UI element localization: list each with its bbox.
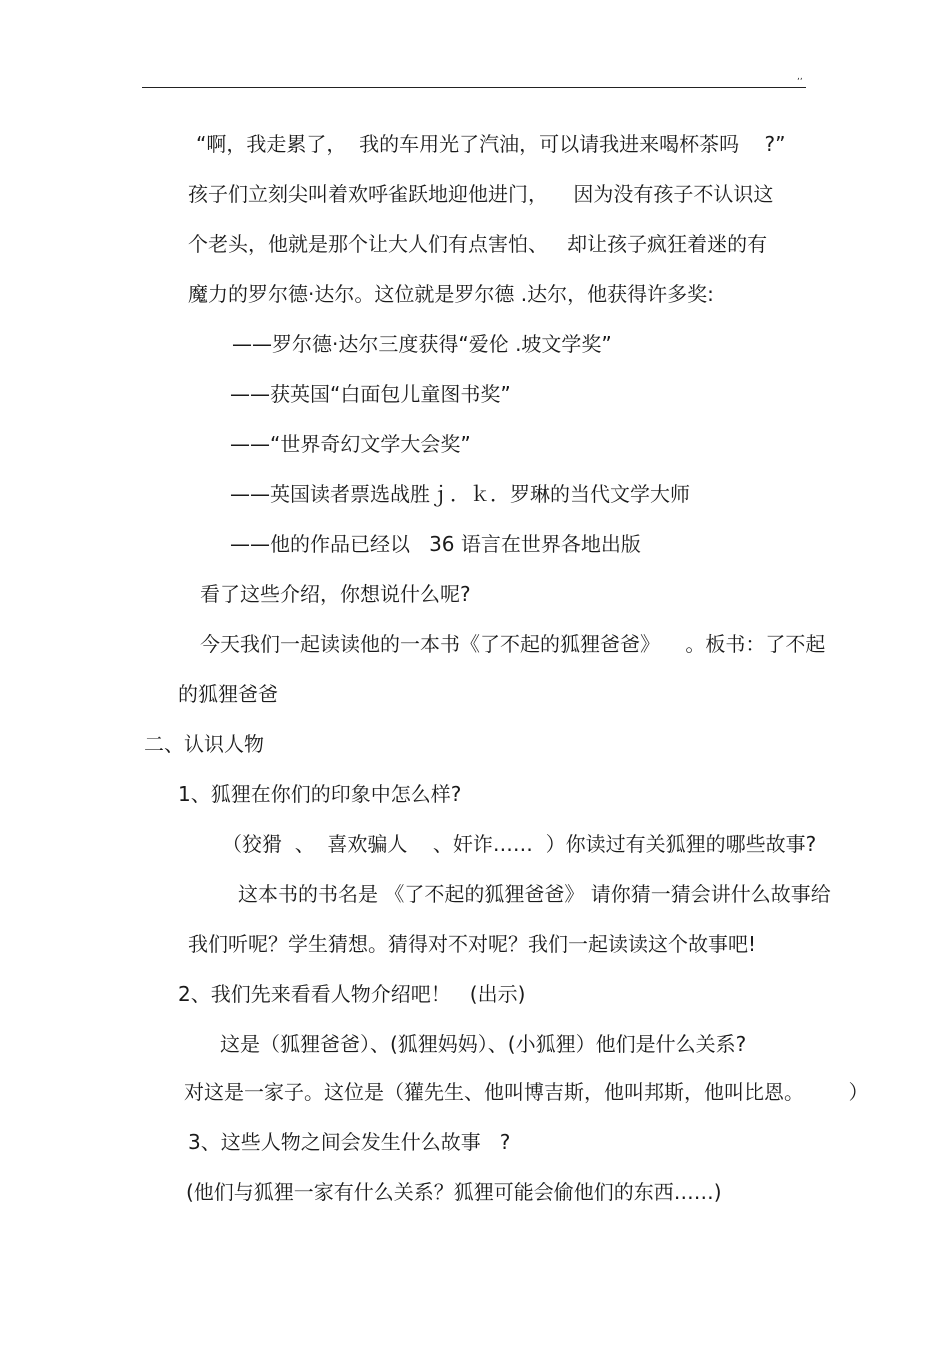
text-line: ——“世界奇幻文学大会奖” (230, 432, 471, 456)
text-line: 3、这些人物之间会发生什么故事 ? (188, 1130, 511, 1154)
text-line: 1、狐狸在你们的印象中怎么样? (178, 782, 462, 806)
text-line: 的狐狸爸爸 (178, 682, 278, 706)
text-line: 个老头，他就是那个让大人们有点害怕、 却让孩子疯狂着迷的有 (188, 232, 768, 256)
text-line: 我们听呢？学生猜想。猜得对不对呢？我们一起读读这个故事吧! (188, 932, 757, 956)
text-line: 今天我们一起读读他的一本书《了不起的狐狸爸爸》 。板书：了不起 (200, 632, 826, 656)
text-line: ——英国读者票选战胜ｊ．ｋ．罗琳的当代文学大师 (230, 482, 690, 506)
text-line: 对这是一家子。这位是（獾先生、他叫博吉斯，他叫邦斯，他叫比恩。 ） (184, 1080, 869, 1104)
text-line: 看了这些介绍，你想说什么呢? (200, 582, 471, 606)
text-line: ——罗尔德·达尔三度获得“爱伦 .坡文学奖” (232, 332, 612, 356)
text-line: 2、我们先来看看人物介绍吧！ (出示) (178, 982, 526, 1006)
section-heading: 二、认识人物 (144, 732, 264, 756)
text-line: ——获英国“白面包儿童图书奖” (230, 382, 511, 406)
header-mark: ,, (797, 72, 803, 82)
text-line: (他们与狐狸一家有什么关系？狐狸可能会偷他们的东西……) (186, 1180, 722, 1204)
text-line: “啊，我走累了， 我的车用光了汽油，可以请我进来喝杯茶吗 ?” (196, 132, 786, 156)
text-line: ——他的作品已经以 36 语言在世界各地出版 (230, 532, 641, 556)
text-line: 孩子们立刻尖叫着欢呼雀跃地迎他进门， 因为没有孩子不认识这 (188, 182, 774, 206)
text-line: 这本书的书名是 《了不起的狐狸爸爸》 请你猜一猜会讲什么故事给 (238, 882, 831, 906)
text-line: 这是（狐狸爸爸）、(狐狸妈妈）、(小狐狸）他们是什么关系? (220, 1032, 747, 1056)
text-line: 魔力的罗尔德·达尔。这位就是罗尔德 .达尔，他获得许多奖: (188, 282, 714, 306)
header-rule (142, 87, 806, 88)
text-line: （狡猾 、 喜欢骗人 、奸诈…… ）你读过有关狐狸的哪些故事? (222, 832, 817, 856)
